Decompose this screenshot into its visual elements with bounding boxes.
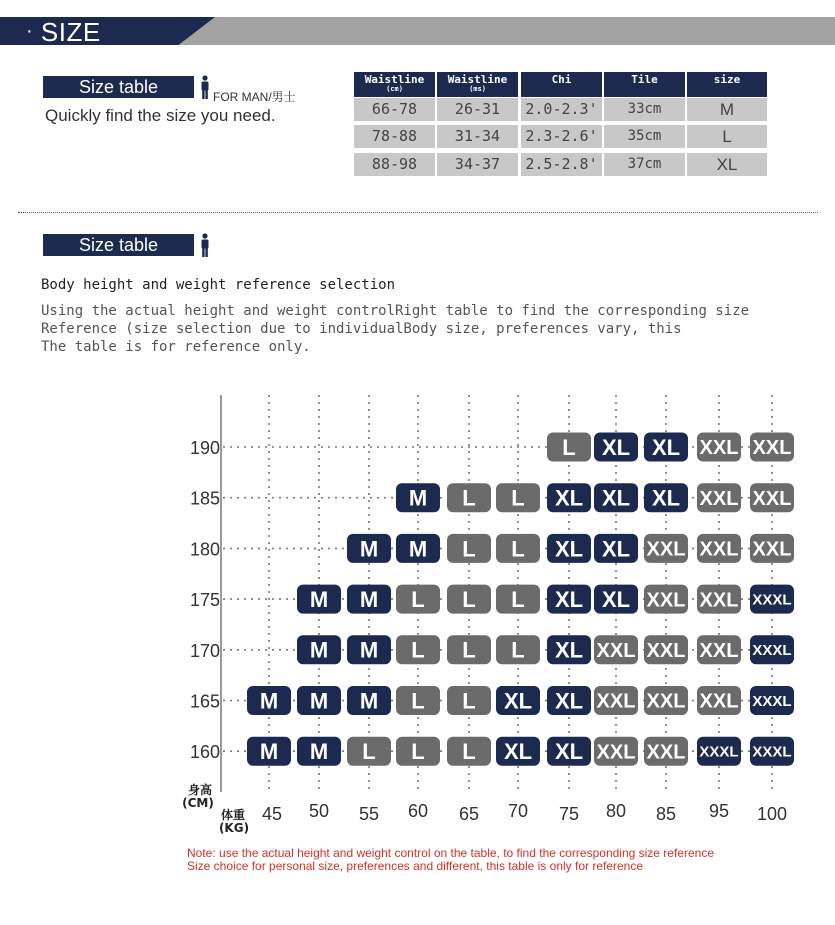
size-cell	[697, 686, 741, 715]
size-cell-label: XXL	[646, 538, 686, 561]
size-cell-label: M	[359, 688, 379, 714]
size-cell	[594, 635, 638, 664]
table-header-cell	[354, 72, 435, 97]
size-cell	[750, 635, 794, 664]
y-axis-title: (CM)	[182, 796, 214, 810]
description-line: Reference (size selection due to individualBody size, preferences vary, this	[41, 321, 682, 337]
chart-cells	[247, 433, 794, 766]
size-cell	[396, 737, 440, 766]
size-cell	[496, 585, 540, 614]
size-cell	[496, 534, 540, 563]
size-chart	[0, 380, 835, 850]
size-cell-label: XXL	[699, 538, 739, 561]
table-cell: 34-37	[437, 153, 518, 176]
size-cell	[347, 635, 391, 664]
size-cell	[697, 483, 741, 512]
size-cell	[447, 635, 491, 664]
size-cell	[750, 737, 794, 766]
table-cell: 2.0-2.3'	[521, 98, 602, 121]
size-cell	[594, 737, 638, 766]
size-cell	[447, 534, 491, 563]
table-cell: XL	[687, 153, 767, 176]
size-cell-label: XL	[651, 434, 681, 460]
y-tick-label: 175	[189, 590, 221, 611]
size-cell-label: XXL	[752, 538, 792, 561]
size-cell-label: M	[359, 536, 379, 562]
size-cell	[297, 635, 341, 664]
size-cell	[644, 433, 688, 462]
header-label: Waistline	[364, 73, 425, 86]
header-label: Chi	[551, 73, 572, 86]
size-cell-label: M	[408, 485, 428, 511]
size-cell	[347, 737, 391, 766]
size-cell-label: M	[309, 688, 329, 714]
x-tick-label: 70	[507, 801, 529, 821]
size-cell	[750, 433, 794, 462]
table-cell: 88-98	[354, 153, 435, 176]
size-cell	[447, 737, 491, 766]
x-tick-label: 100	[756, 804, 788, 824]
description-line: Using the actual height and weight controlRight table to find the corresponding size	[41, 303, 750, 319]
size-cell-label: XXL	[596, 741, 636, 764]
size-cell	[697, 534, 741, 563]
size-cell	[644, 585, 688, 614]
man-icon	[199, 233, 211, 257]
table-header-cell	[437, 72, 518, 97]
x-tick-label: 50	[308, 801, 330, 821]
y-tick-label: 180	[189, 539, 221, 560]
size-cell	[644, 635, 688, 664]
size-cell-label: XL	[554, 637, 584, 663]
size-cell	[697, 635, 741, 664]
size-cell-label: L	[411, 637, 425, 663]
size-cell-label: L	[462, 739, 476, 765]
header-label: Tile	[631, 73, 658, 86]
y-axis-title: 身高	[187, 783, 213, 797]
chart-axes	[182, 395, 787, 835]
size-table-tag	[43, 76, 194, 98]
size-cell-label: XL	[601, 434, 631, 460]
header-label: size	[713, 73, 741, 86]
size-cell-label: L	[411, 739, 425, 765]
size-cell-label: XL	[554, 587, 584, 613]
table-cell: 66-78	[354, 98, 435, 121]
section-title: Body height and weight reference selection	[41, 277, 396, 293]
table-cell: 78-88	[354, 125, 435, 148]
note-line: Size choice for personal size, preferences and different, this table is only for reference	[187, 859, 644, 873]
size-cell-label: XXL	[646, 640, 686, 662]
size-cell	[396, 585, 440, 614]
header-banner	[0, 17, 835, 45]
header-label: Waistline	[447, 73, 508, 86]
size-cell	[644, 737, 688, 766]
size-cell	[496, 635, 540, 664]
size-cell-label: L	[462, 637, 476, 663]
size-cell	[447, 483, 491, 512]
size-cell-label: L	[462, 587, 476, 613]
size-cell-label: L	[462, 485, 476, 511]
size-cell	[396, 635, 440, 664]
size-cell-label: XXL	[699, 487, 739, 510]
size-cell-label: XL	[601, 587, 631, 613]
table-cell: 31-34	[437, 125, 518, 148]
size-cell	[247, 686, 291, 715]
bullet-dot-icon: ·	[26, 20, 34, 42]
size-cell-label: XXXL	[752, 591, 792, 609]
size-cell-label: L	[511, 485, 525, 511]
size-cell-label: XL	[554, 485, 584, 511]
section-divider	[18, 212, 818, 213]
size-cell-label: XL	[503, 739, 533, 765]
size-cell	[547, 585, 591, 614]
size-cell	[347, 686, 391, 715]
note	[187, 847, 714, 873]
size-cell	[750, 585, 794, 614]
description-line: The table is for reference only.	[41, 339, 311, 355]
table-header-cell	[521, 72, 602, 97]
size-cell-label: L	[511, 637, 525, 663]
size-cell-label: M	[259, 739, 279, 765]
size-cell	[496, 686, 540, 715]
size-cell	[297, 737, 341, 766]
x-tick-label: 85	[655, 804, 677, 824]
size-cell-label: XXL	[596, 640, 636, 662]
size-cell	[396, 534, 440, 563]
size-cell	[496, 483, 540, 512]
size-cell	[297, 686, 341, 715]
size-cell	[547, 534, 591, 563]
size-cell	[697, 585, 741, 614]
size-cell	[496, 737, 540, 766]
size-cell-label: L	[411, 688, 425, 714]
y-tick-label: 185	[189, 488, 221, 509]
size-cell	[750, 686, 794, 715]
size-cell	[644, 534, 688, 563]
size-cell	[347, 534, 391, 563]
table-cell: 26-31	[437, 98, 518, 121]
table-header-cell	[604, 72, 685, 97]
size-cell	[594, 686, 638, 715]
size-cell-label: M	[259, 688, 279, 714]
size-table-tag-2-label: Size table	[78, 235, 159, 255]
size-cell-label: XXL	[646, 690, 686, 713]
size-cell	[750, 534, 794, 563]
size-cell-label: XL	[554, 536, 584, 562]
size-cell-label: L	[462, 688, 476, 714]
note-line: Note: use the actual height and weight control on the table, to find the corresponding size reference	[187, 846, 715, 860]
size-cell	[447, 686, 491, 715]
table-cell: M	[687, 98, 767, 121]
size-cell-label: XXL	[752, 487, 792, 510]
x-tick-label: 75	[558, 804, 580, 824]
size-cell	[594, 534, 638, 563]
man-icon	[199, 75, 211, 99]
table-cell: 33cm	[604, 98, 685, 121]
size-cell-label: XL	[601, 536, 631, 562]
size-cell-label: XXL	[646, 589, 686, 612]
size-cell-label: L	[562, 434, 576, 460]
size-cell	[697, 737, 741, 766]
size-cell	[247, 737, 291, 766]
size-cell-label: M	[359, 637, 379, 663]
size-cell-label: L	[462, 536, 476, 562]
section-subtitle: Quickly find the size you need.	[45, 106, 276, 125]
size-cell	[594, 483, 638, 512]
size-cell	[644, 483, 688, 512]
size-cell	[547, 737, 591, 766]
size-cell-label: XXL	[752, 437, 792, 460]
size-table-tag-2	[43, 234, 194, 256]
table-cell: 2.3-2.6'	[521, 125, 602, 148]
size-cell-label: XXXL	[752, 743, 792, 761]
size-cell-label: XXXL	[699, 743, 739, 761]
size-cell	[644, 686, 688, 715]
size-cell-label: XXXL	[752, 642, 792, 660]
y-tick-label: 160	[189, 742, 221, 763]
size-table-tag-label: Size table	[78, 77, 159, 97]
size-cell	[594, 433, 638, 462]
size-cell	[396, 483, 440, 512]
x-tick-label: 80	[605, 801, 627, 821]
x-tick-label: 95	[708, 801, 730, 821]
for-man-label: FOR MAN/男士	[213, 90, 296, 104]
x-axis-title: 体重	[220, 808, 246, 822]
banner-title-text: SIZE	[40, 17, 101, 47]
x-tick-label: 45	[261, 804, 283, 824]
size-cell-label: M	[309, 637, 329, 663]
size-cell-label: M	[359, 587, 379, 613]
size-cell	[594, 585, 638, 614]
size-cell	[750, 483, 794, 512]
table-cell: 2.5-2.8'	[521, 153, 602, 176]
size-cell-label: XXL	[646, 741, 686, 764]
y-tick-label: 170	[189, 640, 221, 661]
size-cell-label: L	[362, 739, 376, 765]
size-cell-label: XXL	[596, 690, 636, 713]
size-cell	[396, 686, 440, 715]
table-cell: 35cm	[604, 125, 685, 148]
size-cell-label: M	[309, 739, 329, 765]
x-axis-title: (KG)	[218, 821, 250, 835]
x-tick-label: 65	[458, 804, 480, 824]
size-cell-label: M	[408, 536, 428, 562]
header-unit: (ms)	[469, 85, 486, 93]
size-cell-label: XL	[601, 485, 631, 511]
table-cell: L	[687, 125, 767, 148]
table-header-cell	[687, 72, 767, 97]
size-cell-label: XXL	[699, 589, 739, 612]
size-cell-label: XXL	[699, 437, 739, 460]
x-tick-label: 55	[358, 804, 380, 824]
y-tick-label: 190	[189, 438, 221, 458]
table-cell: 37cm	[604, 153, 685, 176]
size-cell-label: XL	[554, 739, 584, 765]
header-unit: (cm)	[386, 85, 403, 93]
size-cell-label: XL	[554, 688, 584, 714]
size-cell-label: XXXL	[752, 692, 792, 710]
y-tick-label: 165	[189, 691, 221, 712]
size-cell	[447, 585, 491, 614]
size-cell-label: L	[411, 587, 425, 613]
size-cell-label: XL	[651, 485, 681, 511]
size-cell-label: XXL	[699, 640, 739, 662]
size-cell	[547, 433, 591, 462]
size-cell	[697, 433, 741, 462]
size-cell-label: XXL	[699, 690, 739, 713]
size-cell-label: L	[511, 536, 525, 562]
size-cell	[547, 483, 591, 512]
banner-title	[26, 17, 101, 45]
size-cell	[547, 635, 591, 664]
size-cell	[297, 585, 341, 614]
x-tick-label: 60	[407, 801, 429, 821]
size-cell	[347, 585, 391, 614]
size-cell-label: L	[511, 587, 525, 613]
size-cell	[547, 686, 591, 715]
size-cell-label: XL	[503, 688, 533, 714]
size-cell-label: M	[309, 587, 329, 613]
